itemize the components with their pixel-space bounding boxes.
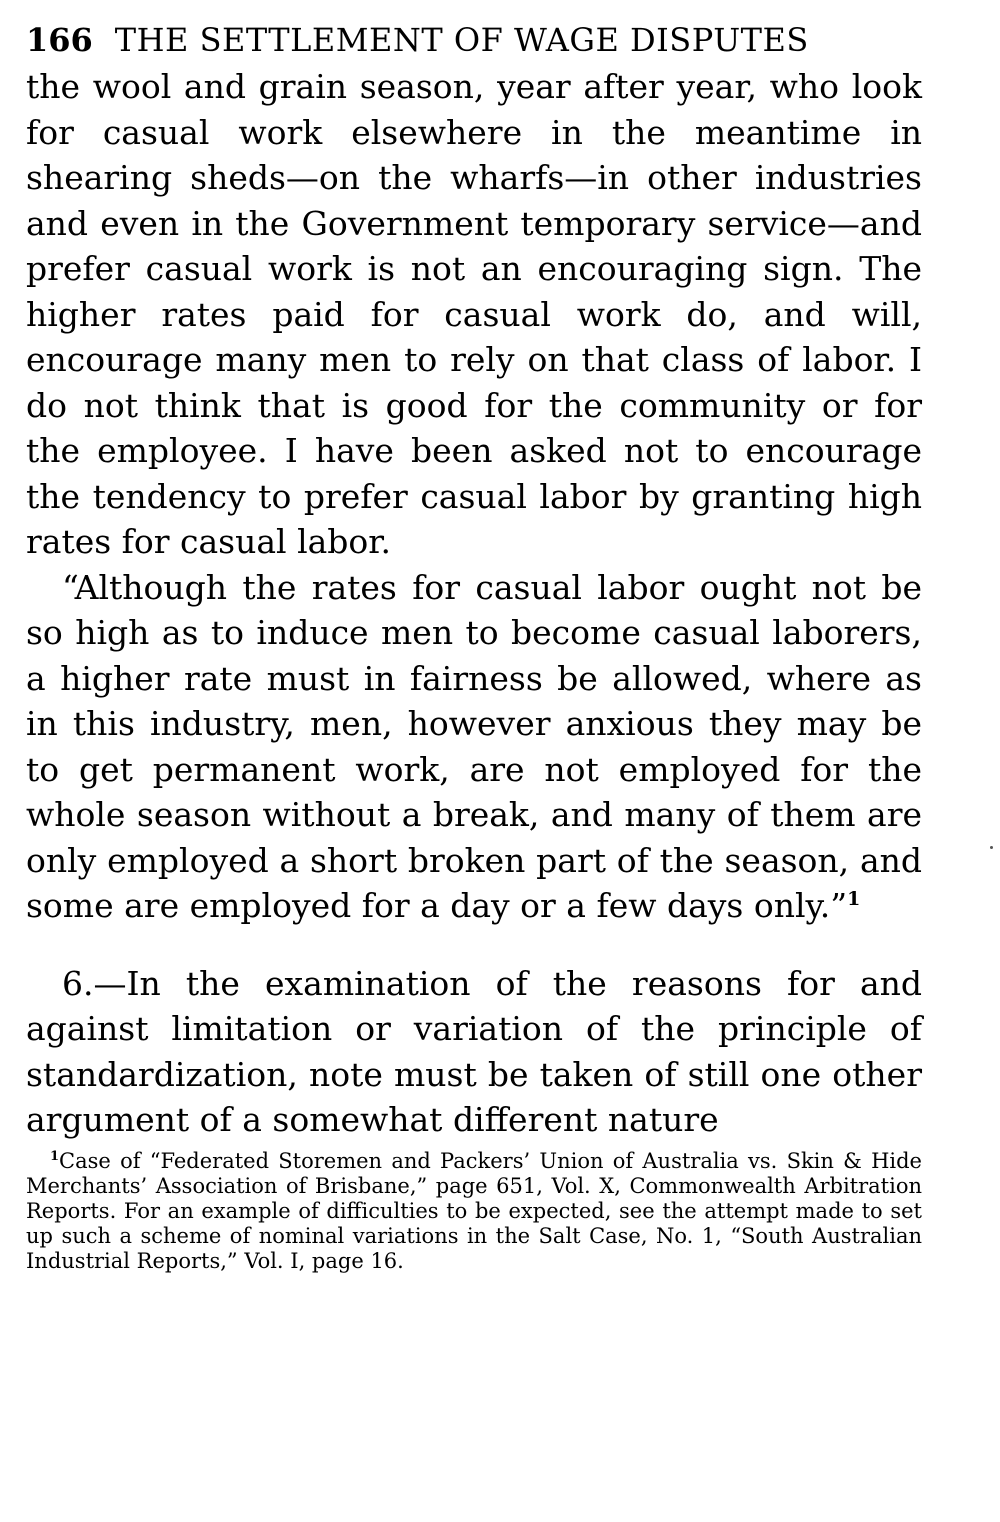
footnote-reference-marker: 1 — [847, 888, 861, 910]
footnote-area — [26, 1149, 922, 1274]
paragraph-section-6 — [26, 961, 922, 1143]
paragraph-continuation-text: the wool and grain season, year after year, who look for casual work elsewhere in the meantime in shearing sheds—on the wharfs—in other industries and even in the Government temporary service—and prefer casual work is not an encouraging sign. The higher rates paid for casual work do, and will, encourage many men to rely on that class of labor. I do not think that is good for the community or for the employee. I have been asked not to encourage the tendency to prefer casual labor by granting high rates for casual labor. — [26, 67, 922, 561]
footnote-text: Case of “Federated Storemen and Packers’ Union of Australia vs. Skin & Hide Merchants’ Association of Brisbane,” page 651, Vol. X, Commonwealth Arbitration Reports. For an example of difficulties to be expected, see the attempt made to set up such a scheme of nominal variations in the Salt Case, No. 1, “South Australian Industrial Reports,” Vol. I, page 16. — [26, 1148, 922, 1273]
footnote — [26, 1149, 922, 1274]
page-number: 166 — [26, 21, 93, 59]
scan-speck — [990, 846, 993, 849]
paragraph-quotation — [26, 565, 922, 929]
running-title: THE SETTLEMENT OF WAGE DISPUTES — [114, 21, 809, 59]
footnote-number: 1 — [50, 1148, 60, 1164]
running-header — [26, 18, 922, 64]
paragraph-quotation-text: “Although the rates for casual labor ought not be so high as to induce men to become casual laborers, a higher rate must in fairness be allowed, where as in this industry, men, however anxious they may be to get permanent work, are not employed for the whole season without a break, and many of them are only employed a short broken part of the season, and some are employed for a day or a few days only.” — [26, 567, 922, 925]
paragraph-section-6-text: 6.—In the examination of the reasons for and against limitation or variation of the principle of standardization, note must be taken of still one other argument of a somewhat different nature — [26, 963, 922, 1139]
paragraph-continuation — [26, 64, 922, 565]
book-page — [26, 18, 922, 1274]
